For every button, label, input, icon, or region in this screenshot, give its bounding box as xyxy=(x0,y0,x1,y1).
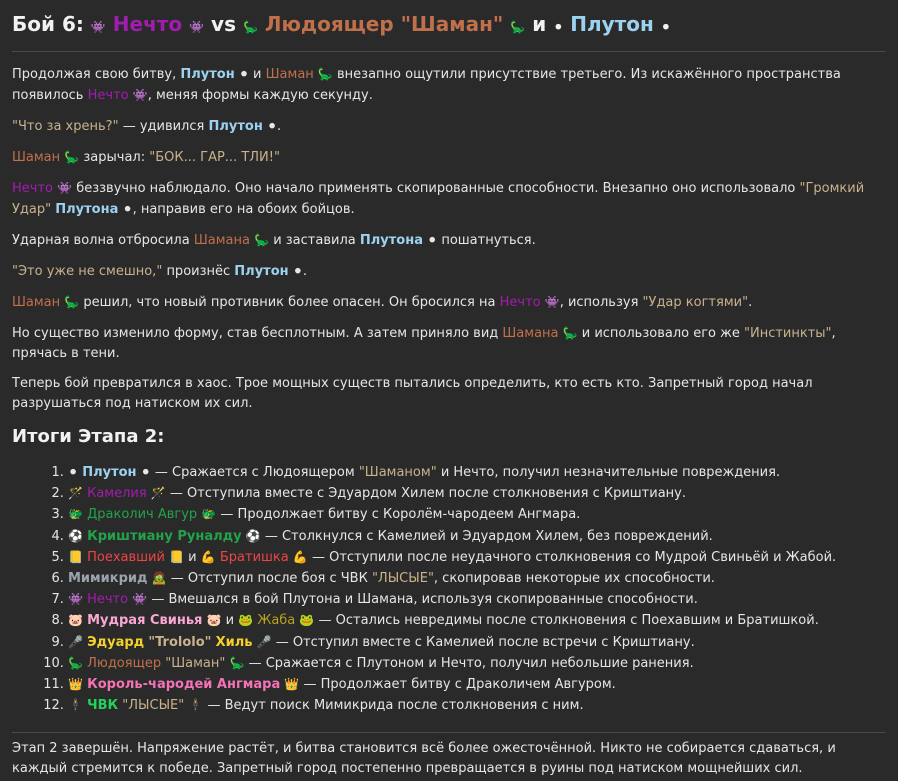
name-eduard: Эдуард xyxy=(87,634,145,650)
text: — удивился xyxy=(122,119,205,134)
name-pluton: Плутона xyxy=(55,202,119,217)
text: и xyxy=(225,613,235,629)
planet-icon: ⚫ xyxy=(266,119,278,133)
text: и xyxy=(253,67,262,82)
alien-icon: 👾 xyxy=(132,592,148,607)
name-pluton: Плутона xyxy=(359,233,423,248)
name-zhaba: Жаба xyxy=(257,613,296,629)
alien-icon: 👾 xyxy=(132,88,148,102)
quote: "ЛЫСЫЕ" xyxy=(371,571,434,587)
alien-icon: 👾 xyxy=(90,20,106,34)
story-paragraph-7 xyxy=(12,292,886,313)
pig-icon: 🐷 xyxy=(206,613,222,628)
zombie-icon: 🧟 xyxy=(151,571,167,586)
quote: "ЛЫСЫЕ" xyxy=(122,698,185,714)
muscle-icon: 💪 xyxy=(292,549,308,564)
text: , прячась в тени. xyxy=(12,326,836,361)
title-pluton: Плутон xyxy=(570,12,654,36)
text: и xyxy=(188,549,197,565)
title-and: и xyxy=(532,12,547,36)
suit-person-icon: 🕴 xyxy=(68,698,83,713)
quote: "Trololo" xyxy=(148,634,212,650)
text: , направив его на обоих бойцов. xyxy=(132,202,355,217)
planet-icon: ⚫ xyxy=(427,233,438,247)
name-cristiano: Криштиану Руналду xyxy=(87,528,242,544)
dragon-icon: 🐲 xyxy=(201,507,217,522)
text: — Сражается с Людоящером xyxy=(154,465,355,480)
planet-icon: ⚫ xyxy=(122,202,133,216)
text: , скопировав некоторые их способности. xyxy=(433,571,715,587)
list-item xyxy=(68,526,886,547)
title-prefix: Бой 6: xyxy=(12,12,84,36)
name-shaman: Шаман xyxy=(12,295,61,310)
name-nechto: Нечто xyxy=(499,295,541,310)
name-mudraya-svinya: Мудрая Свинья xyxy=(87,613,203,629)
microphone-icon: 🎤 xyxy=(256,634,272,649)
text: — Отступил после боя с ЧВК xyxy=(170,571,368,587)
list-item xyxy=(68,653,886,674)
list-item xyxy=(68,462,886,483)
name-nechto: Нечто xyxy=(87,88,129,103)
soccer-ball-icon: ⚽ xyxy=(245,528,261,543)
text: . xyxy=(277,119,282,134)
list-item xyxy=(68,632,886,653)
name-dracolich: Драколич Авгур xyxy=(87,507,198,523)
planet-icon: ⚫ xyxy=(68,465,79,479)
frog-icon: 🐸 xyxy=(299,613,315,628)
text: — Отступил вместе с Камелией после встречи с Криштиану. xyxy=(275,634,695,650)
name-pluton: Плутон xyxy=(180,67,235,82)
lizard-icon: 🦕 xyxy=(562,326,578,340)
title-vs: vs xyxy=(211,12,236,36)
name-shaman: Шамана xyxy=(193,233,250,248)
text: произнёс xyxy=(166,264,231,279)
quote: "Удар когтями" xyxy=(642,295,749,310)
name-pluton: Плутон xyxy=(234,264,289,279)
microphone-icon: 🎤 xyxy=(68,634,83,649)
text: — Продолжает битву с Драколичем Авгуром. xyxy=(303,677,616,693)
name-shaman: Шаман xyxy=(265,67,314,82)
text: и использовало его же xyxy=(581,326,740,341)
results-heading: Итоги Этапа 2: xyxy=(12,426,165,447)
story-paragraph-2 xyxy=(12,116,886,137)
alien-icon: 👾 xyxy=(68,592,83,607)
planet-icon: ⚫ xyxy=(140,465,151,479)
dragon-icon: 🐲 xyxy=(68,507,83,522)
story-paragraph-5 xyxy=(12,230,886,251)
text: , меняя формы каждую секунду. xyxy=(147,88,373,103)
wand-icon: 🪄 xyxy=(150,486,166,501)
quote: "Громкий Удар" xyxy=(12,181,865,217)
frog-icon: 🐸 xyxy=(238,613,254,628)
text: , используя xyxy=(559,295,639,310)
text: беззвучно наблюдало. Оно начало применять скопированные способности. Внезапно оно использовало xyxy=(76,181,796,196)
planet-icon: ⚫ xyxy=(660,20,671,34)
text: пошатнуться. xyxy=(441,233,536,248)
story-paragraph-1 xyxy=(12,64,886,106)
text: . xyxy=(748,295,753,310)
lizard-icon: 🦕 xyxy=(254,233,270,247)
text: — Ведут поиск Мимикрида после столкновения с ним. xyxy=(207,698,584,714)
list-item xyxy=(68,504,886,525)
pig-icon: 🐷 xyxy=(68,613,83,628)
alien-icon: 👾 xyxy=(189,20,205,34)
name-bratishka: Братишка xyxy=(219,549,289,565)
lizard-icon: 🦕 xyxy=(317,67,333,81)
name-hil: Хиль xyxy=(215,634,253,650)
title-nechto: Нечто xyxy=(112,12,183,36)
text: и заставила xyxy=(273,233,356,248)
text: — Остались невредимы после столкновения с Поехавшим и Братишкой. xyxy=(318,613,819,629)
text: внезапно ощутили присутствие третьего. Из искажённого пространства появилось xyxy=(12,67,841,103)
text: . xyxy=(302,264,307,279)
name-kamelia: Камелия xyxy=(87,486,147,502)
planet-icon: ⚫ xyxy=(553,20,564,34)
lizard-icon: 🦕 xyxy=(242,20,258,34)
list-item xyxy=(68,547,886,568)
list-item xyxy=(68,589,886,610)
quote: "БОК... ГАР... ТЛИ!" xyxy=(149,150,280,165)
lizard-icon: 🦕 xyxy=(64,150,80,164)
list-item xyxy=(68,568,886,589)
story-paragraph-9: Теперь бой превратился в хаос. Трое мощных существ пытались определить, кто есть кто. Запретный город начал разрушаться под натиском их сил. xyxy=(12,376,813,411)
notebook-icon: 📒 xyxy=(169,549,185,564)
lizard-icon: 🦕 xyxy=(64,295,80,309)
planet-icon: ⚫ xyxy=(292,264,303,278)
text: решил, что новый противник более опасен. Он бросился на xyxy=(83,295,496,310)
name-nechto: Нечто xyxy=(87,592,129,608)
name-ludoyashcher: Людоящер xyxy=(87,655,162,671)
muscle-icon: 💪 xyxy=(200,549,216,564)
planet-icon: ⚫ xyxy=(238,67,249,81)
text: зарычал: xyxy=(83,150,146,165)
crown-icon: 👑 xyxy=(68,677,83,692)
name-shaman: Шаман xyxy=(12,150,61,165)
quote: "Что за хрень?" xyxy=(12,119,119,134)
lizard-icon: 🦕 xyxy=(510,20,526,34)
quote: "Это уже не смешно," xyxy=(12,264,163,279)
story-paragraph-6 xyxy=(12,261,886,282)
quote: "Шаман" xyxy=(165,655,226,671)
text: Но существо изменило форму, став бесплотным. А затем приняло вид xyxy=(12,326,499,341)
name-pluton: Плутон xyxy=(82,465,137,480)
battle-title xyxy=(12,8,886,52)
quote: "Инстинкты" xyxy=(744,326,832,341)
list-item xyxy=(68,674,886,695)
name-mimikrid: Мимикрид xyxy=(68,571,148,587)
wand-icon: 🪄 xyxy=(68,486,83,501)
suit-person-icon: 🕴 xyxy=(188,698,204,713)
notebook-icon: 📒 xyxy=(68,549,83,564)
stage-summary: Этап 2 завершён. Напряжение растёт, и битва становится всё более ожесточённой. Никто не собирается сдаваться, и каждый стремится к победе. Запретный город постепенно превращается в руины под натиском мощнейших сил. xyxy=(12,732,886,779)
list-item xyxy=(68,483,886,504)
alien-icon: 👾 xyxy=(544,295,560,309)
text: и Нечто, получил незначительные повреждения. xyxy=(440,465,781,480)
text: — Продолжает битву с Королём-чародеем Ангмара. xyxy=(220,507,581,523)
text: — Отступила вместе с Эдуардом Хилем после столкновения с Криштиану. xyxy=(169,486,686,502)
name-nechto: Нечто xyxy=(12,181,53,196)
text: — Вмешался в бой Плутона и Шамана, используя скопированные способности. xyxy=(151,592,698,608)
text: — Столкнулся с Камелией и Эдуардом Хилем, без повреждений. xyxy=(264,528,713,544)
story-paragraph-3 xyxy=(12,147,886,168)
text: — Отступили после неудачного столкновения со Мудрой Свиньёй и Жабой. xyxy=(311,549,837,565)
alien-icon: 👾 xyxy=(57,181,73,195)
name-poehavshiy: Поехавший xyxy=(87,549,165,565)
name-shaman: Шамана xyxy=(502,326,559,341)
soccer-ball-icon: ⚽ xyxy=(68,528,83,543)
name-chvk: ЧВК xyxy=(87,698,119,714)
results-list xyxy=(12,462,886,716)
text: Ударная волна отбросила xyxy=(12,233,190,248)
name-king-angmar: Король-чародей Ангмара xyxy=(87,677,281,693)
text: Продолжая свою битву, xyxy=(12,67,177,82)
crown-icon: 👑 xyxy=(284,677,300,692)
list-item xyxy=(68,610,886,631)
lizard-icon: 🦕 xyxy=(229,655,245,670)
lizard-icon: 🦕 xyxy=(68,655,83,670)
story-paragraph-8 xyxy=(12,323,886,364)
list-item xyxy=(68,695,886,716)
name-pluton: Плутон xyxy=(208,119,263,134)
text: — Сражается с Плутоном и Нечто, получил небольшие ранения. xyxy=(248,655,694,671)
story-paragraph-4 xyxy=(12,178,886,220)
title-shaman: Людоящер "Шаман" xyxy=(264,12,504,36)
quote: "Шаманом" xyxy=(358,465,437,480)
